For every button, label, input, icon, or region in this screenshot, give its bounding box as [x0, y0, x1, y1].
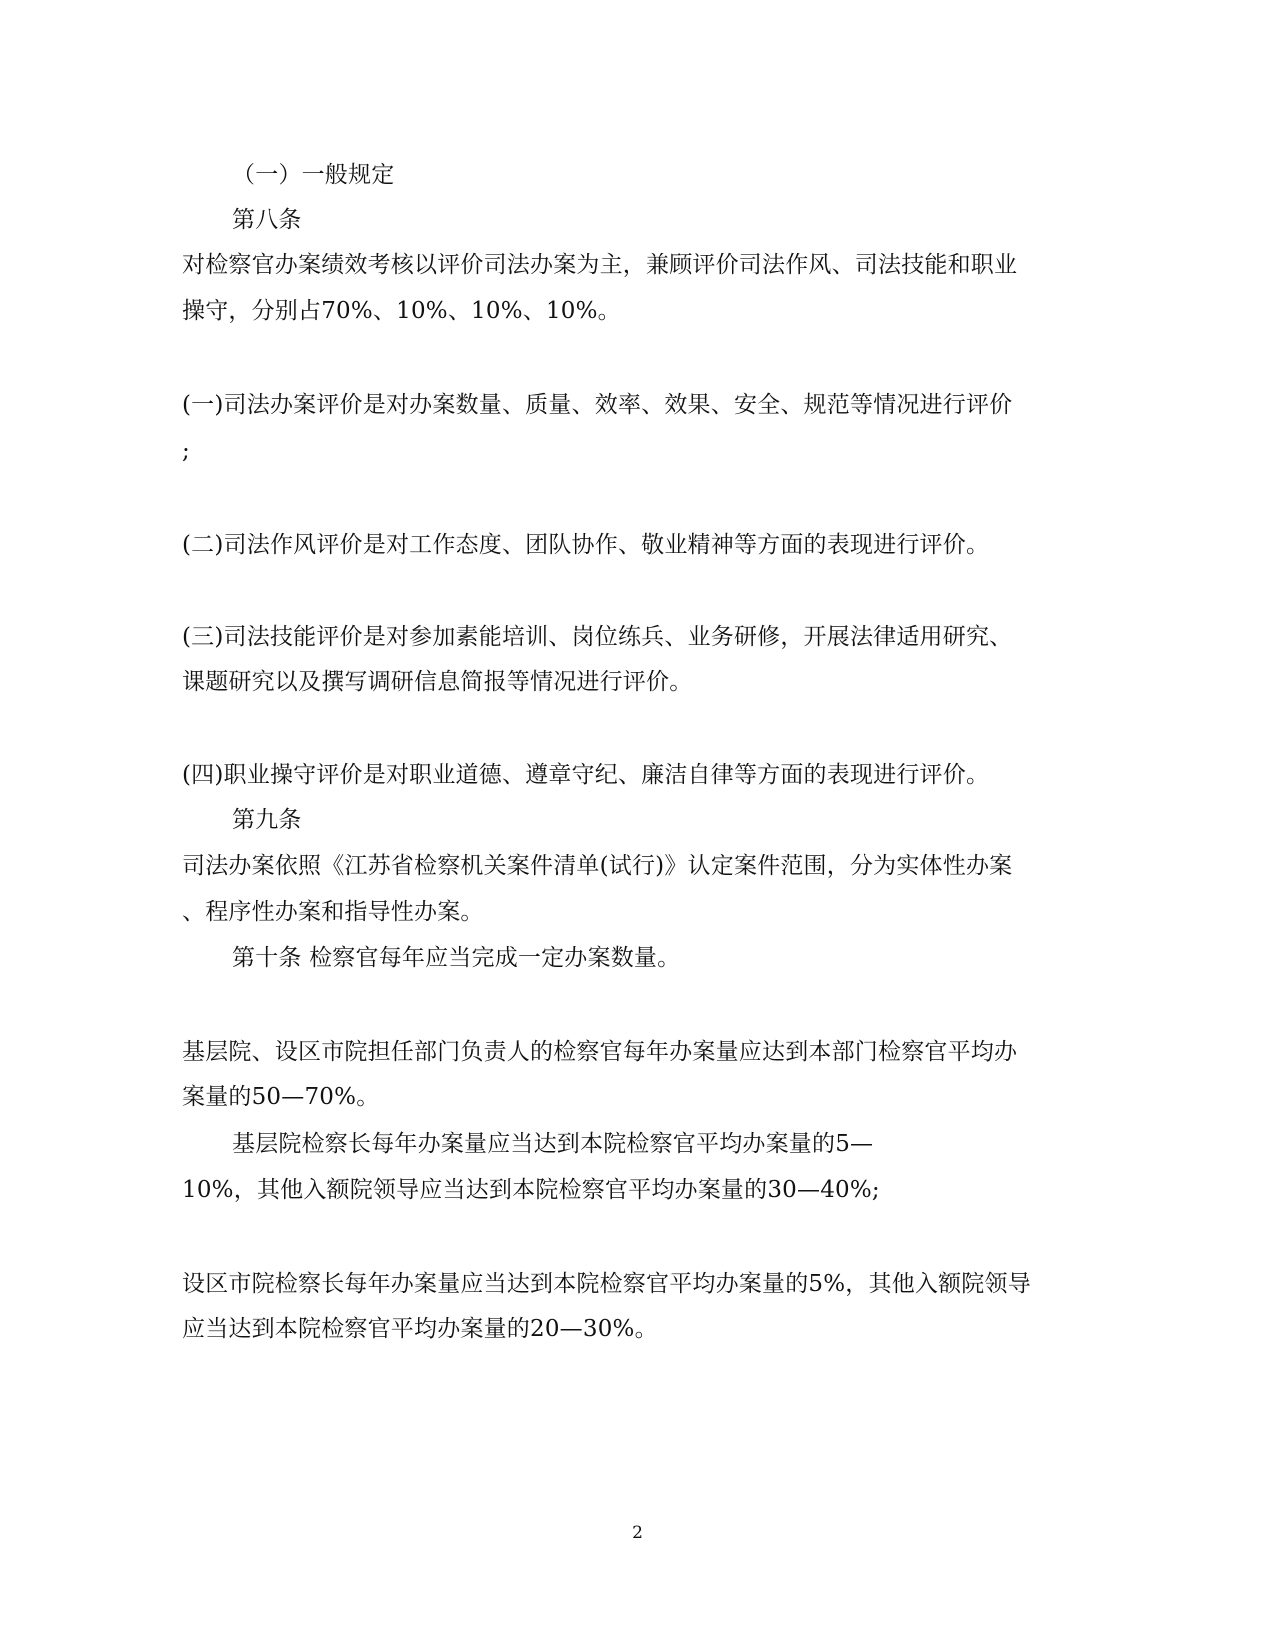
body-line: 操守，分别占70%、10%、10%、10%。	[182, 298, 621, 324]
body-line: 应当达到本院检察官平均办案量的20—30%。	[182, 1316, 658, 1342]
body-line: (二)司法作风评价是对工作态度、团队协作、敬业精神等方面的表现进行评价。	[182, 532, 990, 558]
body-line: 基层院检察长每年办案量应当达到本院检察官平均办案量的5—	[232, 1131, 874, 1157]
body-line: 案量的50—70%。	[182, 1084, 380, 1110]
article-8-heading: 第八条	[232, 207, 302, 233]
body-line: 、程序性办案和指导性办案。	[182, 899, 484, 925]
section-heading: （一）一般规定	[232, 162, 395, 188]
body-line: (三)司法技能评价是对参加素能培训、岗位练兵、业务研修，开展法律适用研究、	[182, 624, 1013, 650]
article-10-heading: 第十条 检察官每年应当完成一定办案数量。	[232, 945, 681, 971]
body-line: 基层院、设区市院担任部门负责人的检察官每年办案量应达到本部门检察官平均办	[182, 1039, 1018, 1065]
body-line: 设区市院检察长每年办案量应当达到本院检察官平均办案量的5%，其他入额院领导	[182, 1271, 1031, 1297]
page-number: 2	[632, 1523, 643, 1543]
body-line: (四)职业操守评价是对职业道德、遵章守纪、廉洁自律等方面的表现进行评价。	[182, 762, 990, 788]
body-line: (一)司法办案评价是对办案数量、质量、效率、效果、安全、规范等情况进行评价	[182, 392, 1013, 418]
body-line: 10%，其他入额院领导应当达到本院检察官平均办案量的30—40%;	[182, 1177, 880, 1203]
body-line: 对检察官办案绩效考核以评价司法办案为主，兼顾评价司法作风、司法技能和职业	[182, 252, 1018, 278]
article-9-heading: 第九条	[232, 807, 302, 833]
body-line: 课题研究以及撰写调研信息简报等情况进行评价。	[182, 669, 693, 695]
body-line: 司法办案依照《江苏省检察机关案件清单(试行)》认定案件范围，分为实体性办案	[182, 853, 1013, 879]
body-line: ;	[182, 438, 190, 464]
